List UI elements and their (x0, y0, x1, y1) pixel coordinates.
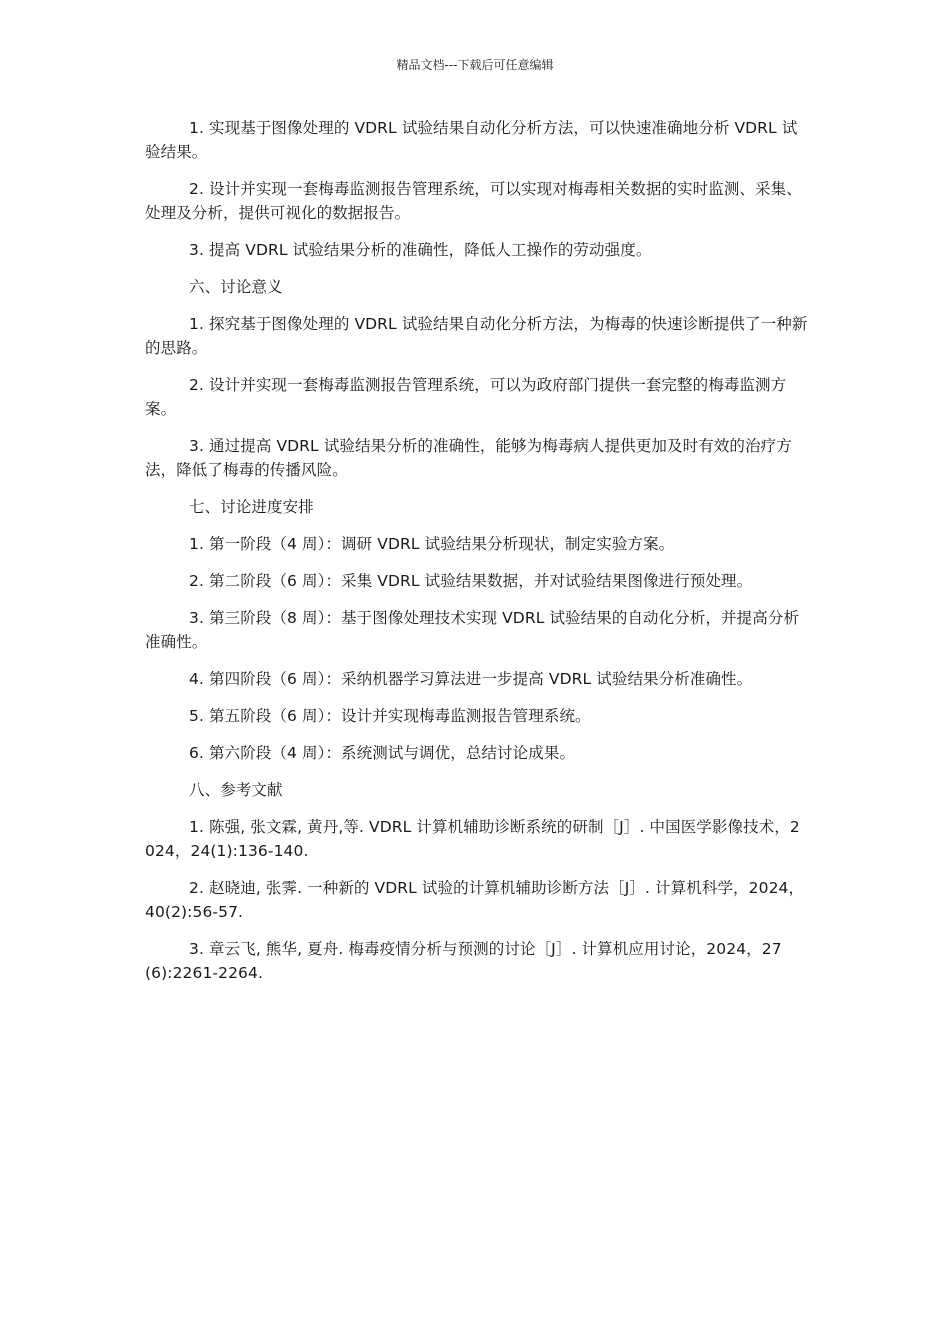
significance-item-1: 1. 探究基于图像处理的 VDRL 试验结果自动化分析方法，为梅毒的快速诊断提供了一种新的思路。 (145, 315, 808, 357)
section-heading-significance: 六、讨论意义 (189, 278, 283, 296)
objective-item-3: 3. 提高 VDRL 试验结果分析的准确性，降低人工操作的劳动强度。 (189, 241, 652, 259)
document-body (145, 116, 809, 998)
schedule-item-3: 3. 第三阶段（8 周）：基于图像处理技术实现 VDRL 试验结果的自动化分析，并提高分析准确性。 (145, 609, 800, 651)
schedule-item-4: 4. 第四阶段（6 周）：采纳机器学习算法进一步提高 VDRL 试验结果分析准确性。 (189, 670, 753, 688)
page-header: 精品文档---下载后可任意编辑 (396, 58, 554, 72)
reference-item-1: 1. 陈强, 张文霖, 黄丹,等. VDRL 计算机辅助诊断系统的研制［J］. 中国医学影像技术，2024，24(1):136-140. (145, 818, 800, 860)
section-heading-references: 八、参考文献 (189, 781, 283, 799)
significance-item-3: 3. 通过提高 VDRL 试验结果分析的准确性，能够为梅毒病人提供更加及时有效的治疗方法，降低了梅毒的传播风险。 (145, 437, 792, 479)
schedule-item-6: 6. 第六阶段（4 周）：系统测试与调优，总结讨论成果。 (189, 744, 576, 762)
schedule-item-2: 2. 第二阶段（6 周）：采集 VDRL 试验结果数据，并对试验结果图像进行预处理。 (189, 572, 753, 590)
objective-item-1: 1. 实现基于图像处理的 VDRL 试验结果自动化分析方法，可以快速准确地分析 VDRL 试验结果。 (145, 119, 798, 161)
significance-item-2: 2. 设计并实现一套梅毒监测报告管理系统，可以为政府部门提供一套完整的梅毒监测方案。 (145, 376, 787, 418)
schedule-item-5: 5. 第五阶段（6 周）：设计并实现梅毒监测报告管理系统。 (189, 707, 591, 725)
objective-item-2: 2. 设计并实现一套梅毒监测报告管理系统，可以实现对梅毒相关数据的实时监测、采集、处理及分析，提供可视化的数据报告。 (145, 180, 802, 222)
reference-item-3: 3. 章云飞, 熊华, 夏舟. 梅毒疫情分析与预测的讨论［J］. 计算机应用讨论，2024，27(6):2261-2264. (145, 940, 782, 982)
schedule-item-1: 1. 第一阶段（4 周）：调研 VDRL 试验结果分析现状，制定实验方案。 (189, 535, 675, 553)
section-heading-schedule: 七、讨论进度安排 (189, 498, 314, 516)
reference-item-2: 2. 赵晓迪, 张霁. 一种新的 VDRL 试验的计算机辅助诊断方法［J］. 计算机科学，2024，40(2):56-57. (145, 879, 805, 921)
